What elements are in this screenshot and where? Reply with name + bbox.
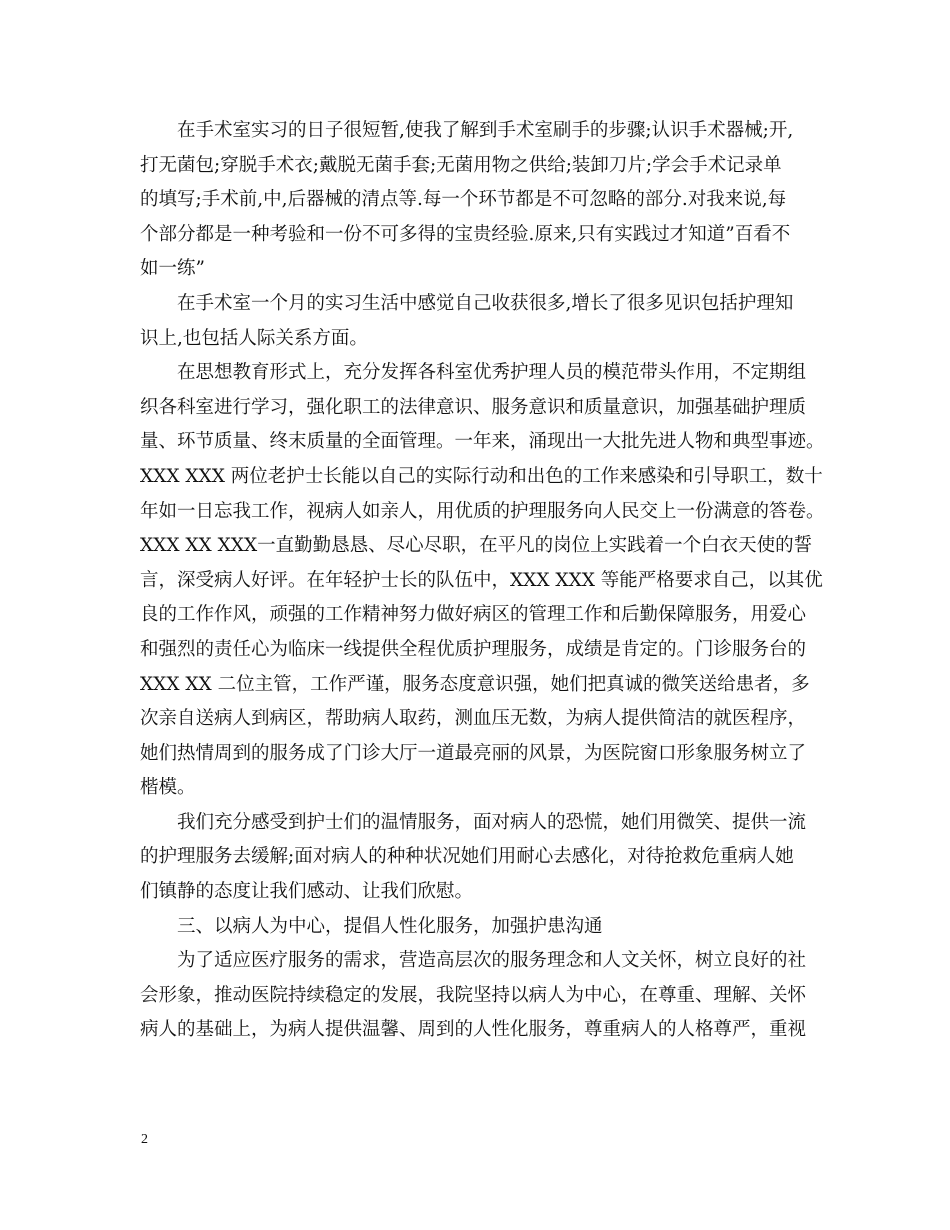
text-line: 次亲自送病人到病区，帮助病人取药，测血压无数，为病人提供简洁的就医程序， — [140, 708, 807, 730]
text-line: XXX XXX 两位老护士长能以自己的实际行动和出色的工作来感染和引导职工，数十 — [140, 465, 823, 487]
text-line: 我们充分感受到护士们的温情服务，面对病人的恐慌，她们用微笑、提供一流 — [140, 811, 807, 833]
text-line: 年如一日忘我工作，视病人如亲人，用优质的护理服务向人民交上一份满意的答卷。 — [140, 500, 825, 522]
text-line: 病人的基础上，为病人提供温馨、周到的人性化服务，尊重病人的人格尊严，重视 — [140, 1019, 807, 1041]
text-line: 良的工作作风，顽强的工作精神努力做好病区的管理工作和后勤保障服务，用爱心 — [140, 604, 807, 626]
page-number: 2 — [141, 1132, 148, 1147]
text-line: 在手术室一个月的实习生活中感觉自己收获很多,增长了很多见识包括护理知 — [140, 292, 794, 314]
text-line: 楷模。 — [140, 777, 196, 799]
text-line: 个部分都是一种考验和一份不可多得的宝贵经验.原来,只有实践过才知道”百看不 — [140, 223, 791, 245]
text-line: 们镇静的态度让我们感动、让我们欣慰。 — [140, 881, 474, 903]
text-line: 会形象，推动医院持续稳定的发展，我院坚持以病人为中心，在尊重、理解、关怀 — [140, 984, 807, 1006]
text-line: 言，深受病人好评。在年轻护士长的队伍中，XXX XXX 等能严格要求自己，以其优 — [140, 569, 823, 591]
text-line: 她们热情周到的服务成了门诊大厅一道最亮丽的风景，为医院窗口形象服务树立了 — [140, 742, 807, 764]
text-line: 量、环节质量、终末质量的全面管理。一年来，涌现出一大批先进人物和典型事迹。 — [140, 431, 825, 453]
text-line: 打无菌包;穿脱手术衣;戴脱无菌手套;无菌用物之供给;装卸刀片;学会手术记录单 — [140, 154, 782, 176]
text-line: XXX XX 二位主管，工作严谨，服务态度意识强，她们把真诚的微笑送给患者，多 — [140, 673, 810, 695]
text-line: 织各科室进行学习，强化职工的法律意识、服务意识和质量意识，加强基础护理质 — [140, 396, 807, 418]
text-line: 在手术室实习的日子很短暂,使我了解到手术室刷手的步骤;认识手术器械;开, — [140, 120, 794, 141]
text-line: 的护理服务去缓解;面对病人的种种状况她们用耐心去感化，对待抢救危重病人她 — [140, 846, 794, 868]
text-line: 如一练” — [140, 258, 205, 280]
text-line: 和强烈的责任心为临床一线提供全程优质护理服务，成绩是肯定的。门诊服务台的 — [140, 638, 807, 660]
body-text — [140, 114, 830, 1048]
text-line: XXX XX XXX一直勤勤恳恳、尽心尽职，在平凡的岗位上实践着一个白衣天使的誓 — [140, 535, 813, 557]
text-line: 的填写;手术前,中,后器械的清点等.每一个环节都是不可忽略的部分.对我来说,每 — [140, 189, 787, 211]
text-line: 三、以病人为中心，提倡人性化服务，加强护患沟通 — [140, 915, 603, 937]
text-line: 识上,也包括人际关系方面。 — [140, 327, 368, 349]
text-line: 为了适应医疗服务的需求，营造高层次的服务理念和人文关怀，树立良好的社 — [140, 950, 807, 972]
text-line: 在思想教育形式上，充分发挥各科室优秀护理人员的模范带头作用，不定期组 — [140, 362, 807, 384]
